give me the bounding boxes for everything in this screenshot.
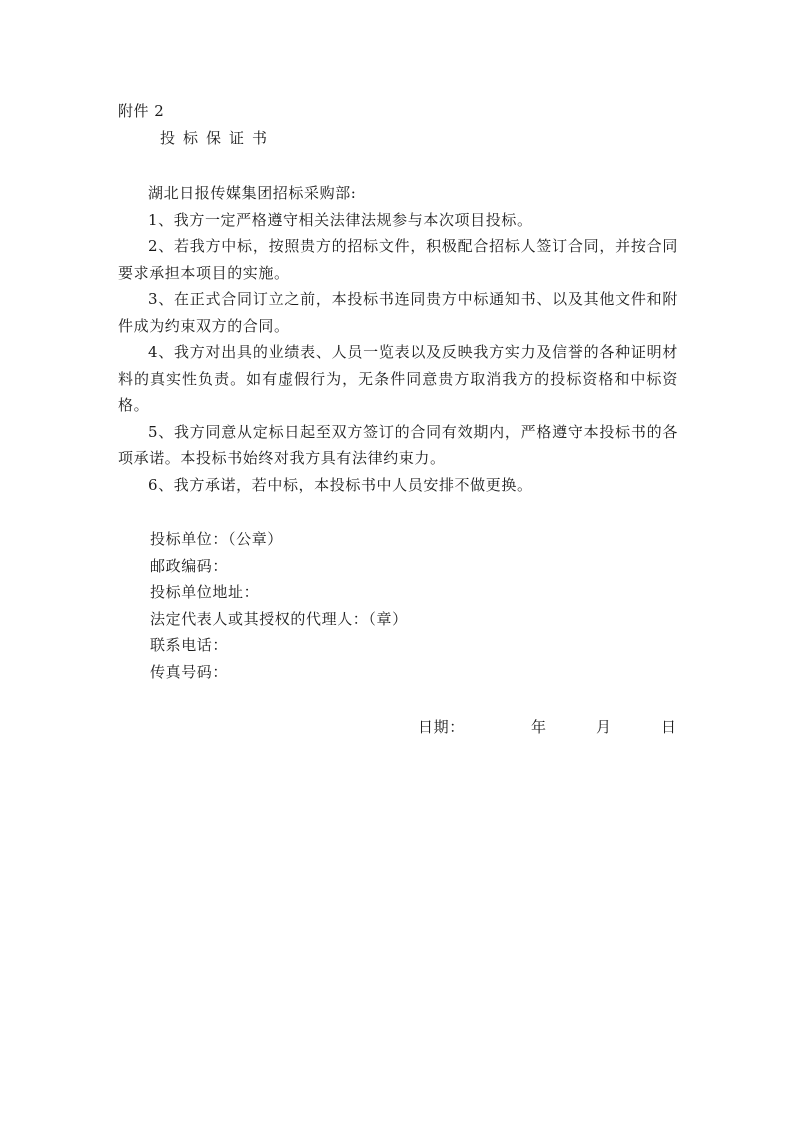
recipient-line: 湖北日报传媒集团招标采购部:: [148, 184, 357, 202]
date-line: [418, 716, 688, 738]
clause-3: 3、在正式合同订立之前，本投标书连同贵方中标通知书、以及其他文件和附件成为约束双方的合同。: [118, 290, 678, 335]
date-year: 年: [531, 718, 547, 736]
document-body: [118, 180, 678, 498]
legal-representative-field: 法定代表人或其授权的代理人：（章）: [150, 609, 408, 628]
date-month: 月: [596, 718, 612, 736]
phone-field: 联系电话：: [150, 636, 229, 654]
annex-label: 附件 2: [118, 102, 165, 120]
clause-6: 6、我方承诺，若中标，本投标书中人员安排不做更换。: [148, 475, 533, 494]
date-label: 日期：: [418, 718, 465, 736]
bidder-address-field: 投标单位地址：: [150, 583, 260, 601]
document-title: 投标保证书: [160, 129, 276, 147]
clause-1: 1、我方一定严格遵守相关法律法规参与本次项目投标。: [148, 210, 533, 229]
bidder-unit-field: 投标单位：（公章）: [150, 530, 283, 548]
clause-2: 2、若我方中标，按照贵方的招标文件，积极配合招标人签订合同，并按合同要求承担本项目的实施。: [118, 237, 678, 282]
clause-5: 5、我方同意从定标日起至双方签订的合同有效期内，严格遵守本投标书的各项承诺。本投标书始终对我方具有法律约束力。: [118, 422, 678, 467]
signature-fields: [150, 526, 408, 685]
clause-4: 4、我方对出具的业绩表、人员一览表以及反映我方实力及信誉的各种证明材料的真实性负责。如有虚假行为，无条件同意贵方取消我方的投标资格和中标资格。: [118, 343, 678, 414]
postal-code-field: 邮政编码：: [150, 556, 229, 575]
date-day: 日: [661, 718, 677, 736]
fax-field: 传真号码：: [150, 662, 229, 681]
